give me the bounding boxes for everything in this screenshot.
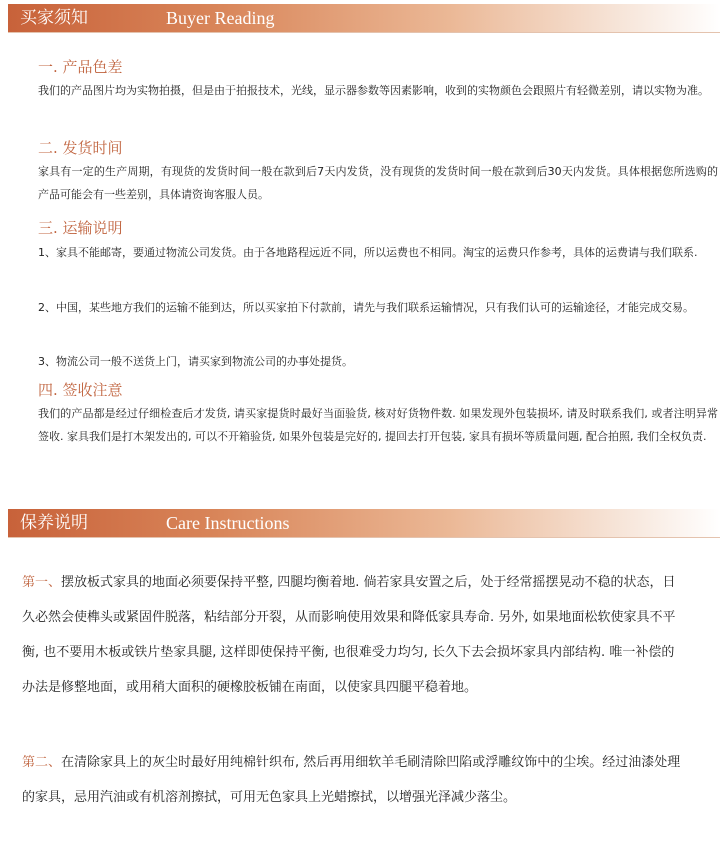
care-item-text: 摆放板式家具的地面必须要保持平整, 四腿均衡着地. 倘若家具安置之后，处于经常摇摆晃动不稳的状态，日久必然会使榫头或紧固件脱落，粘结部分开裂，从而影响使用效果和降低家具寿命. 另外, 如果地面松软使家具不平衡, 也不要用木板或铁片垫家具腿, 这样即使保持平衡, 也很难受力均匀, 长久下去会损坏家具内部结构. 唯一补偿的办法是修整地面，或用稍大面积的硬橡胶板铺在南面，以使家具四腿平稳着地。 (22, 575, 676, 695)
section-text-color-difference: 我们的产品图片均为实物拍摄，但是由于拍报技术，光线，显示器参数等因素影响，收到的实物颜色会跟照片有轻微差别，请以实物为准。 (38, 84, 709, 97)
section-heading-shipping-time: 二. 发货时间 (38, 139, 123, 157)
section-heading-transport: 三. 运输说明 (38, 219, 123, 237)
care-item-lead: 第一、 (22, 575, 62, 590)
care-item-lead: 第二、 (22, 755, 62, 770)
care-item-text: 在清除家具上的灰尘时最好用纯棉针织布, 然后再用细软羊毛刷清除凹陷或浮雕纹饰中的尘埃。经过油漆处理的家具，忌用汽油或有机溶剂擦拭，可用无色家具上光蜡擦拭，以增强光泽减少落尘。 (22, 755, 681, 805)
buyer-reading-banner (8, 4, 720, 32)
section-heading-receipt: 四. 签收注意 (38, 381, 123, 399)
buyer-title-cn: 买家须知 (20, 8, 88, 28)
banner-rule (8, 32, 720, 33)
banner-rule (8, 537, 720, 538)
care-title-en: Care Instructions (166, 513, 290, 533)
buyer-title-en: Buyer Reading (166, 8, 275, 28)
section-text-shipping-time: 家具有一定的生产周期，有现货的发货时间一般在款到后7天内发货，没有现货的发货时间一般在款到后30天内发货。具体根据您所选购的产品可能会有一些差别，具体请资询客服人员。 (38, 165, 718, 201)
section-text-transport-1: 1、家具不能邮寄，要通过物流公司发货。由于各地路程远近不同，所以运费也不相同。淘宝的运费只作参考，具体的运费请与我们联系. (38, 246, 698, 259)
care-title-cn: 保养说明 (20, 513, 88, 533)
care-item-2 (22, 745, 682, 815)
care-item-1 (22, 565, 682, 705)
section-text-receipt: 我们的产品都是经过仔细检查后才发货, 请买家提货时最好当面验货, 核对好货物件数. 如果发现外包装损坏, 请及时联系我们, 或者注明异常签收. 家具我们是打木架发出的, 可以不开箱验货, 如果外包装是完好的, 提回去打开包装, 家具有损坏等质量问题, 配合拍照, 我们全权负责. (38, 407, 718, 443)
section-text-transport-3: 3、物流公司一般不送货上门，请买家到物流公司的办事处提货。 (38, 355, 353, 368)
section-text-transport-2: 2、中国，某些地方我们的运输不能到达，所以买家拍下付款前，请先与我们联系运输情况，只有我们认可的运输途径，才能完成交易。 (38, 301, 694, 314)
section-heading-color-difference: 一. 产品色差 (38, 58, 123, 76)
care-instructions-banner (8, 509, 720, 537)
